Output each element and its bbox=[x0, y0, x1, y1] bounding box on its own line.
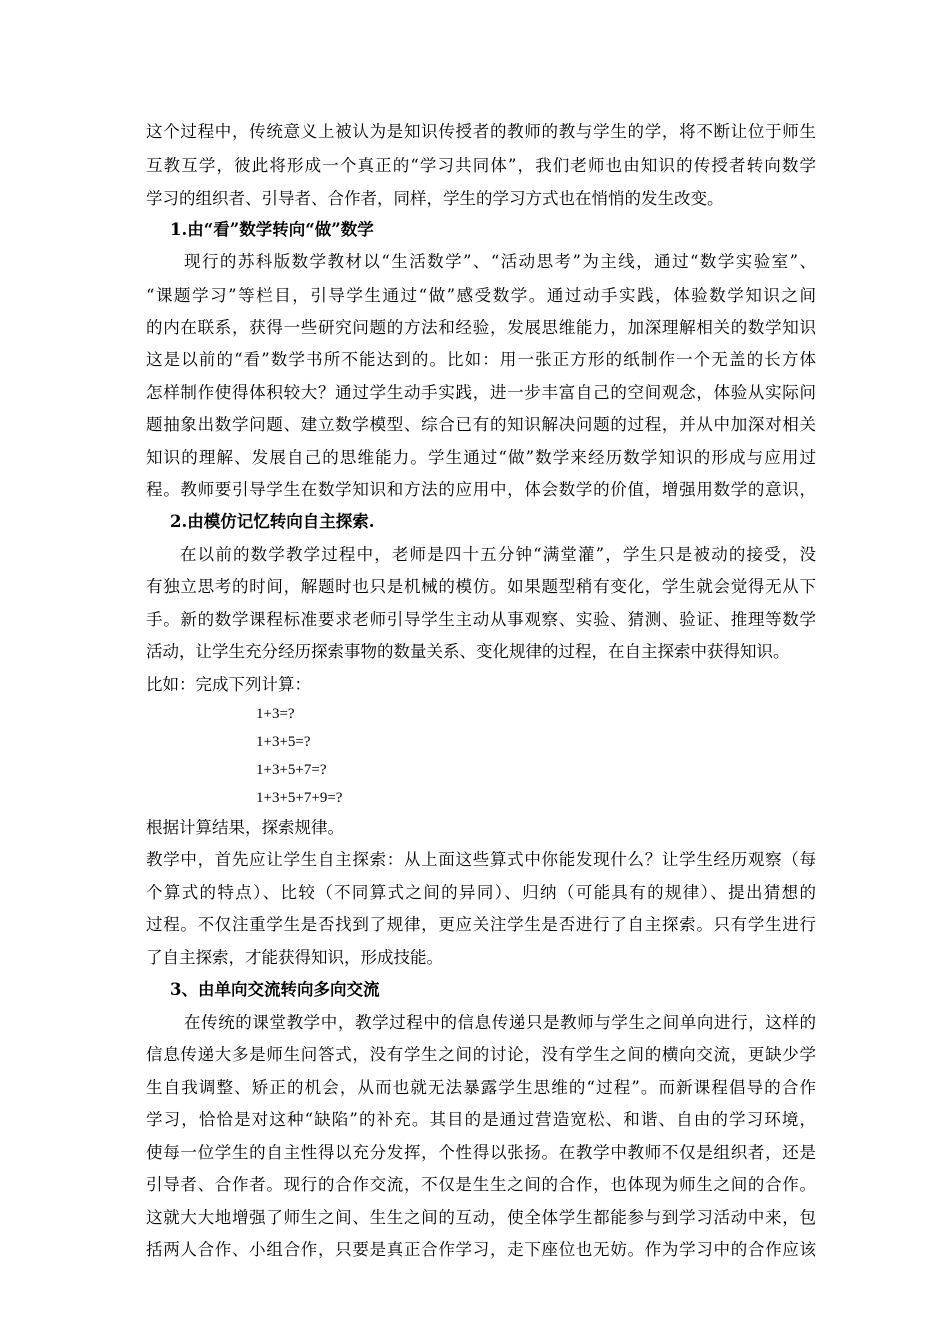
formula-line: 1+3+5+7=? bbox=[256, 762, 327, 778]
paragraph-line: 这个过程中，传统意义上被认为是知识传授者的教师的教与学生的学，将不断让位于师生 bbox=[146, 122, 816, 141]
paragraph-line: 这是以前的“看”数学书所不能达到的。比如：用一张正方形的纸制作一个无盖的长方体 bbox=[146, 350, 816, 369]
paragraph-line: 现行的苏科版数学教材以“生活数学”、“活动思考”为主线，通过“数学实验室”、 bbox=[184, 252, 816, 271]
paragraph-line: 程。教师要引导学生在数学知识和方法的应用中，体会数学的价值，增强用数学的意识， bbox=[146, 480, 816, 499]
paragraph-line: 了自主探索，才能获得知识，形成技能。 bbox=[146, 948, 443, 967]
paragraph-line: 知识的理解、发展自己的思维能力。学生通过“做”数学来经历数学知识的形成与应用过 bbox=[146, 448, 816, 467]
paragraph-line: 怎样制作使得体积较大？通过学生动手实践，进一步丰富自己的空间观念，体验从实际问 bbox=[146, 383, 816, 402]
paragraph-line: 信息传递大多是师生问答式，没有学生之间的讨论，没有学生之间的横向交流，更缺少学 bbox=[146, 1045, 816, 1064]
paragraph-line: 这就大大地增强了师生之间、生生之间的互动，使全体学生都能参与到学习活动中来，包 bbox=[146, 1208, 816, 1227]
paragraph-line: 教学中，首先应让学生自主探索：从上面这些算式中你能发现什么？让学生经历观察（每 bbox=[146, 850, 816, 869]
paragraph-line: 学习，恰恰是对这种“缺陷”的补充。其目的是通过营造宽松、和谐、自由的学习环境， bbox=[146, 1110, 816, 1129]
paragraph-line: 在以前的数学教学过程中，老师是四十五分钟“满堂灌”，学生只是被动的接受，没 bbox=[180, 545, 816, 564]
paragraph-line: 过程。不仅注重学生是否找到了规律，更应关注学生是否进行了自主探索。只有学生进行 bbox=[146, 915, 816, 934]
paragraph-line: 括两人合作、小组合作，只要是真正合作学习，走下座位也无妨。作为学习中的合作应该 bbox=[146, 1240, 816, 1259]
paragraph-line: 互教互学，彼此将形成一个真正的“学习共同体”，我们老师也由知识的传授者转向数学 bbox=[146, 156, 816, 175]
paragraph-line: 引导者、合作者。现行的合作交流，不仅是生生之间的合作，也体现为师生之间的合作。 bbox=[146, 1175, 816, 1194]
section-heading-2: 2.由模仿记忆转向自主探索. bbox=[170, 512, 375, 531]
paragraph-line: 学习的组织者、引导者、合作者，同样，学生的学习方式也在悄悄的发生改变。 bbox=[146, 189, 724, 208]
paragraph-line: 的内在联系，获得一些研究问题的方法和经验，发展思维能力，加深理解相关的数学知识 bbox=[146, 318, 816, 337]
paragraph-line: 活动，让学生充分经历探索事物的数量关系、变化规律的过程，在自主探索中获得知识。 bbox=[146, 642, 790, 661]
section-heading-1: 1.由“看”数学转向“做”数学 bbox=[170, 220, 374, 239]
paragraph-line: 有独立思考的时间，解题时也只是机械的模仿。如果题型稍有变化，学生就会觉得无从下 bbox=[146, 577, 816, 596]
formula-line: 1+3+5=? bbox=[256, 734, 311, 750]
paragraph-line: “课题学习”等栏目，引导学生通过“做”感受数学。通过动手实践，体验数学知识之间 bbox=[146, 286, 816, 305]
paragraph-line: 使每一位学生的自主性得以充分发挥，个性得以张扬。在教学中教师不仅是组织者，还是 bbox=[146, 1143, 816, 1162]
paragraph-line: 手。新的数学课程标准要求老师引导学生主动从事观察、实验、猜测、验证、推理等数学 bbox=[146, 610, 816, 629]
section-heading-3: 3、由单向交流转向多向交流 bbox=[170, 980, 380, 999]
formula-line: 1+3=? bbox=[256, 706, 295, 722]
paragraph-line: 生自我调整、矫正的机会，从而也就无法暴露学生思维的“过程”。而新课程倡导的合作 bbox=[146, 1078, 816, 1097]
paragraph-line: 根据计算结果，探索规律。 bbox=[146, 818, 344, 837]
formula-line: 1+3+5+7+9=? bbox=[256, 790, 343, 806]
paragraph-line: 个算式的特点）、比较（不同算式之间的异同）、归纳（可能具有的规律）、提出猜想的 bbox=[146, 883, 816, 902]
paragraph-line: 比如：完成下列计算： bbox=[146, 675, 311, 694]
paragraph-line: 题抽象出数学问题、建立数学模型、综合已有的知识解决问题的过程，并从中加深对相关 bbox=[146, 415, 816, 434]
paragraph-line: 在传统的课堂教学中，教学过程中的信息传递只是教师与学生之间单向进行，这样的 bbox=[184, 1013, 816, 1032]
